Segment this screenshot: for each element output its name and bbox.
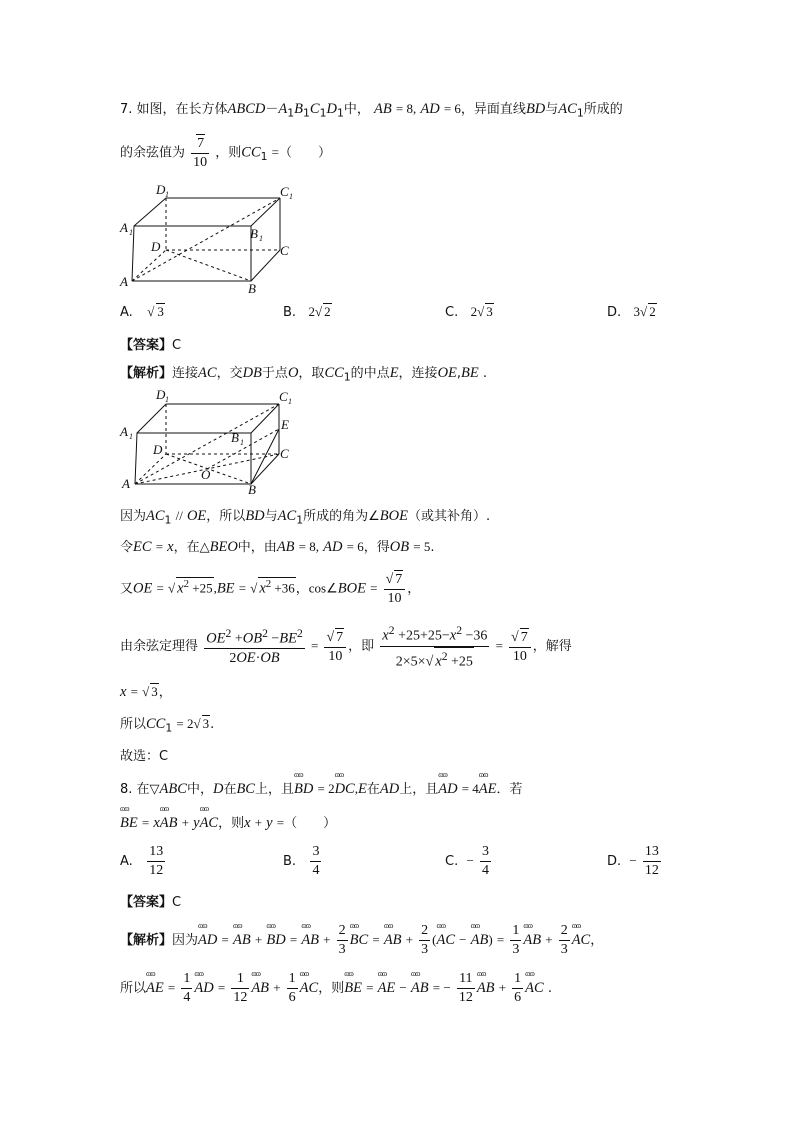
q7-step3: 又OE = √ $x^2 +25,BE$ = √ $x^2 +36$，cos∠BOE = $\frac{√ 7}{10}$ ， [120,572,421,606]
q7-option-d[interactable]: D. 3√ 2 [607,304,656,320]
svg-text:1: 1 [129,228,133,237]
q7-stem-line2: 的余弦值为 $\frac{7}{10}$ ，则$CC_1$ =（ ） [120,136,332,170]
q7-option-b[interactable]: B. 2√ 2 [283,304,331,320]
q8-analysis-line2: 所以ɷɷ AE = $\frac{1}{4}$ ɷɷ AD = $\frac{1}{12}$ ɷɷ AB + $\frac{1}{6}$ ɷɷ AC，则ɷɷ BE = ɷɷ AE − ɷɷ AB = − $\frac{11}{12}$ ɷɷ AB + $\frac{1}{6}$ ɷɷ AC . [120,970,552,1007]
q7-analysis-intro: 【解析】连接AC，交DB于点O，取$CC_1$的中点E，连接OE,BE . [120,365,488,384]
fig1-label-C: C [280,243,289,258]
q8-analysis-line1: 【解析】因为ɷɷ AD = ɷɷ AB + ɷɷ BD = ɷɷ AB + $\frac{2}{3}$ ɷɷ BC = ɷɷ AB + $\frac{2}{3}$ (ɷɷ AC − ɷɷ AB) = $\frac{1}{3}$ ɷɷ AB + $\frac{2}{3}$ ɷɷ AC， [120,922,603,959]
fig2-label-D: D [153,442,163,457]
fig2-label-D1: D [156,387,166,402]
fig2-label-O: O [201,467,211,482]
fig2-label-B1: B [231,430,239,445]
fig1-label-D1: D [156,182,166,197]
fig1-label-C1: C [280,184,289,199]
q7-step1: 因为$AC_1$ // OE，所以BD与$AC_1$所成的角为∠BOE（或其补角）. [120,508,491,527]
q8-option-c[interactable]: C. − $\frac{3}{4}$ [445,844,489,878]
q8-stem-line2: ɷɷ BE = xɷɷ AB + yɷɷ AC，则x + y =（ ） [120,812,336,832]
fig2-label-B: B [248,482,256,496]
q7-step6: 所以$CC_1 = 2√$ 3. [120,716,215,735]
fig1-label-B: B [248,281,256,294]
fig2-label-A1: A [120,424,128,439]
fig1-label-B1: B [250,226,258,241]
q7-answer: 【答案】C [120,338,182,353]
q8-stem-line1: 8. 在▽ABC中，D在BC上，且ɷɷ BD = 2ɷɷ DC,E在AD上，且ɷɷ AD = 4ɷɷ AE．若 [120,778,523,798]
cuboid-figure-analysis [118,384,298,496]
q7-step2: 令EC = x，在△BEO中，由AB = 8, AD = 6，得OB = 5. [120,539,435,555]
q8-option-d[interactable]: D. − $\frac{13}{12}$ [607,844,659,878]
q8-answer: 【答案】C [120,895,182,910]
q7-step7: 故选：C [120,749,169,764]
fig1-label-D: D [151,239,161,254]
q7-step5: x = √ 3， [120,684,172,700]
q8-option-b[interactable]: B. $\frac{3}{4}$ [283,844,320,878]
fig1-label-A: A [120,274,128,289]
fig2-label-A: A [122,476,130,491]
fig2-label-E: E [281,417,289,432]
q8-option-a[interactable]: A. $\frac{13}{12}$ [120,844,164,878]
q7-option-c[interactable]: C. 2√ 3 [445,304,493,320]
svg-text:1: 1 [288,397,292,406]
svg-text:1: 1 [289,192,293,201]
q7-stem-line1: 7. 如图，在长方体$ABCD-A_1B_1C_1D_1$中， AB = 8, AD = 6，异面直线BD与$AC_1$所成的 [120,101,623,120]
svg-text:1: 1 [259,234,263,243]
fig2-label-C1: C [279,389,288,404]
svg-text:1: 1 [129,432,133,441]
q7-step4: 由余弦定理得 $\frac{OE^2 +OB^2 -BE^2}{2OE\cdot OB}$ = $\frac{√ 7}{10}$ ，即 $\frac{x^2 +25+25-x^2 -36}{2\times 5\times√ x^2 +25}$ = $\frac{√ 7}{10}$ ，解得 [120,624,572,670]
svg-text:1: 1 [165,395,169,404]
svg-text:1: 1 [165,190,169,199]
fig2-label-C: C [280,446,289,461]
svg-text:1: 1 [240,438,244,447]
q7-option-a[interactable]: A. √ 3 [120,304,164,320]
cuboid-figure [118,182,298,294]
fig1-label-A1: A [120,220,128,235]
